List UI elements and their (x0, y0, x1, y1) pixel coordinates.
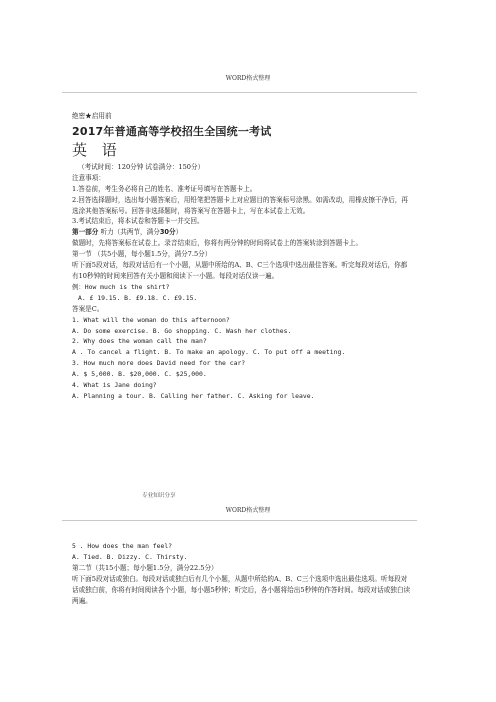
section2-title: 第二节（共15小题；每小题1.5分，满分22.5分） (72, 563, 218, 572)
section1-description: 听下面5段对话，每段对话后有一个小题，从题中所给的A、B、C三个选项中选出最佳答案。听完每段对话后，你都有10秒钟的时间来回答有关小题和阅读下一小题。每段对话仅读一遍。 (72, 261, 408, 280)
part1-heading (72, 227, 412, 238)
part1-description: 做题时，先将答案标在试卷上。录音结束后，你将有两分钟的时间将试卷上的答案转涂到答题卡上。 (72, 239, 363, 248)
header-rule (62, 92, 417, 93)
question-5-options: A. Tied. B. Dizzy. C. Thirsty. (72, 552, 188, 561)
question-2: 2. Why does the woman call the man? (72, 337, 207, 346)
example-answer: 答案是C。 (72, 304, 104, 313)
page-separator-rule (62, 520, 417, 521)
question-1: 1. What will the woman do this afternoon? (72, 315, 230, 324)
part1-label: 第一部分 (72, 228, 99, 237)
page1-footer: 专业知识分享 (142, 493, 176, 499)
question-5: 5 . How does the man feel? (72, 542, 173, 550)
question-3: 3. How much more does David need for the car? (72, 359, 246, 368)
part1-text: 听力（共两节，满分 (98, 228, 160, 237)
question-4: 4. What is Jane doing? (72, 381, 157, 390)
part1-end: ） (175, 228, 183, 237)
question-1-options: A. Do some exercise. B. Go shopping. C. Wash her clothes. (72, 326, 292, 335)
section2-description: 听下面5段对话或独白。每段对话或独白后有几个小题，从题中所给的A、B、C三个选项中选出最佳选项。听每段对话或独白前，你将有时间阅读各个小题，每小题5秒钟；听完后，各小题将给出5秒钟的作答时间。每段对话或独白读两遍。 (72, 574, 411, 605)
secret-mark: 绝密★启用前 (72, 112, 112, 120)
section1-title: 第一节 （共5小题，每小题1.5分，满分7.5分） (72, 250, 212, 259)
note-1: 1.答卷前，考生务必将自己的姓名、准考证号填写在答题卡上。 (72, 184, 257, 193)
question-4-options: A. Planning a tour. B. Calling her father. C. Asking for leave. (72, 391, 315, 400)
page1-header: WORD格式整理 (225, 75, 271, 82)
subject-title: 英 语 (72, 140, 122, 159)
question-2-options: A . To cancel a flight. B. To make an apology. C. To put off a meeting. (72, 348, 346, 357)
exam-info: （考试时间：120分钟 试卷满分：150分） (78, 162, 205, 171)
page2-body (72, 541, 412, 606)
question-3-options: A. $ 5,000. B. $20,000. C. $25,000. (72, 370, 207, 379)
example-question: 例：How much is the shirt? (72, 282, 170, 291)
page2-header: WORD格式整理 (225, 507, 271, 514)
notes-heading: 注意事项： (72, 173, 105, 182)
example-options: A. £ 19.15. B. £9.18. C. £9.15. (78, 293, 198, 302)
page1-body (72, 111, 412, 402)
part1-score: 30分 (159, 228, 176, 237)
note-3: 3.考试结束后，将本试卷和答题卡一并交回。 (72, 217, 204, 226)
note-2: 2.回答选择题时，选出每小题答案后，用铅笔把答题卡上对应题目的答案标号涂黑。如需改动，用橡皮擦干净后，再选涂其他答案标号。回答非选择题时，将答案写在答题卡上，写在本试卷上无效。 (72, 195, 408, 215)
exam-title: 2017年普通高等学校招生全国统一考试 (72, 124, 272, 138)
